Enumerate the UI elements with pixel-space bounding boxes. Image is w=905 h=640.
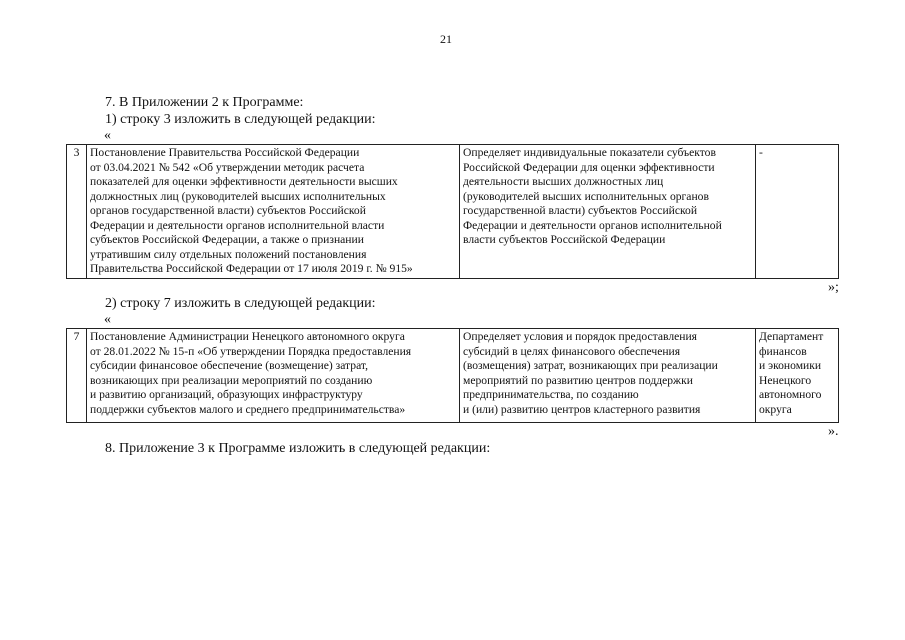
document-line: возникающих при реализации мероприятий по созданию [90,373,373,387]
responsible-cell [756,329,839,423]
document-line: Постановление Правительства Российской Федерации [90,146,360,159]
subitem-2-heading: 2) строку 7 изложить в следующей редакции: [105,296,376,311]
responsible-line: округа [759,402,792,416]
description-line: деятельности высших должностных лиц [463,175,664,188]
responsible-line: Департамент [759,330,824,343]
document-line: Правительства Российской Федерации от 17 июля 2019 г. № 915» [90,262,413,275]
description-line: (возмещения) затрат, возникающих при реализации [463,359,718,372]
description-line: предпринимательства, по созданию [463,388,639,401]
description-line: Федерации и деятельности органов исполнительной [463,218,722,232]
opening-quote-1: « [104,128,111,143]
row-number: 7 [67,329,87,423]
table-row [67,145,839,279]
responsible-line: - [759,146,763,159]
responsible-line: финансов [759,344,807,358]
description-line: власти субъектов Российской Федерации [463,233,666,246]
document-line: Постановление Администрации Ненецкого автономного округа [90,330,405,343]
document-line: показателей для оценки эффективности деятельности высших [90,175,398,188]
description-line: (руководителей высших исполнительных органов [463,189,709,203]
amendment-table-row-3 [66,144,839,279]
opening-quote-2: « [104,312,111,327]
description-line: государственной власти) субъектов Российской [463,204,698,217]
row-number: 3 [67,145,87,279]
document-line: и развитию организаций, образующих инфраструктуру [90,388,363,401]
responsible-cell [756,145,839,279]
document-line: Федерации и деятельности органов исполнительной власти [90,218,385,232]
description-line: и (или) развитию центров кластерного развития [463,402,701,416]
amendment-table-row-7 [66,328,839,423]
page-number: 21 [440,32,452,46]
document-line: поддержки субъектов малого и среднего предпринимательства» [90,402,406,416]
document-cell [87,329,460,423]
item-7-heading: 7. В Приложении 2 к Программе: [105,95,304,110]
description-line: Определяет условия и порядок предоставления [463,330,698,343]
document-line: органов государственной власти) субъектов Российской [90,204,366,217]
document-line: от 28.01.2022 № 15-п «Об утверждении Порядка предоставления [90,344,412,358]
document-line: субъектов Российской Федерации, а также о признании [90,233,364,246]
closing-quote-2: ». [828,424,839,439]
description-cell [460,145,756,279]
document-line: субсидии финансовое обеспечение (возмещение) затрат, [90,359,369,372]
description-line: субсидий в целях финансового обеспечения [463,344,681,358]
document-cell [87,145,460,279]
description-cell [460,329,756,423]
document-line: утратившим силу отдельных положений постановления [90,247,367,261]
document-line: должностных лиц (руководителей высших исполнительных [90,189,386,203]
item-8-heading: 8. Приложение 3 к Программе изложить в следующей редакции: [105,441,491,456]
responsible-line: автономного [759,388,822,401]
table-row [67,329,839,423]
description-line: Российской Федерации для оценки эффективности [463,160,715,174]
closing-quote-1: »; [828,280,839,295]
description-line: Определяет индивидуальные показатели субъектов [463,146,716,159]
description-line: мероприятий по развитию центров поддержки [463,373,693,387]
document-line: от 03.04.2021 № 542 «Об утверждении методик расчета [90,160,365,174]
responsible-line: Ненецкого [759,373,812,387]
responsible-line: и экономики [759,359,822,372]
subitem-1-heading: 1) строку 3 изложить в следующей редакции: [105,112,376,127]
